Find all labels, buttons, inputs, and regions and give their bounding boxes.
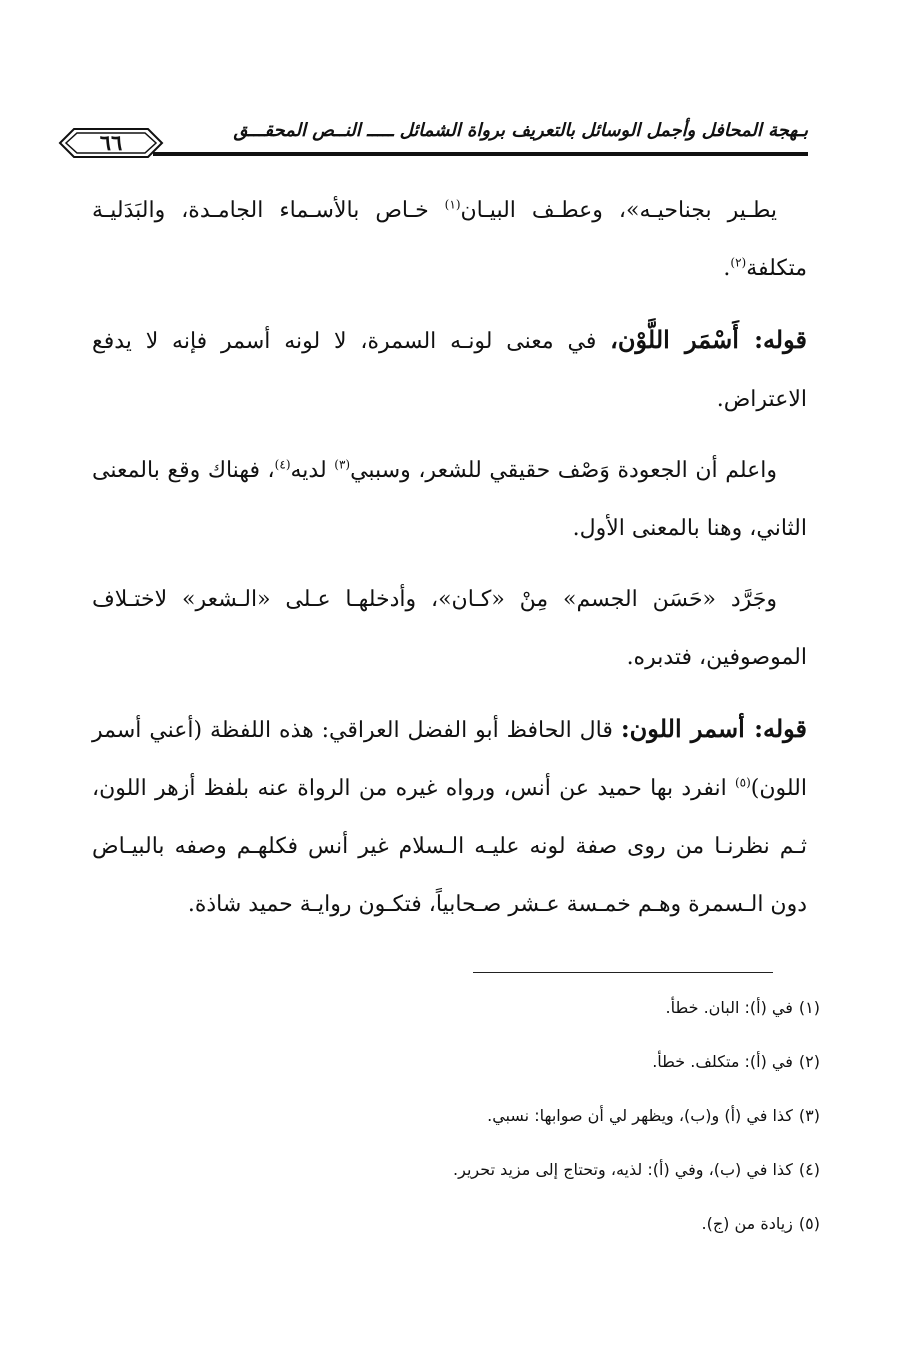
footnote-text: زيادة من (ج). — [701, 1214, 793, 1233]
paragraph-lead: قوله: أسمر اللون: — [620, 714, 807, 743]
footnote-text: في (أ): البان. خطأ. — [665, 998, 793, 1017]
paragraph-lead: قوله: أَسْمَر اللَّوْن، — [610, 325, 807, 354]
footnote-item — [200, 1150, 820, 1190]
text-segment: . — [723, 256, 731, 281]
footnote-item — [200, 1204, 820, 1244]
footnote-reference: (٢) — [730, 255, 747, 270]
paragraph — [92, 182, 807, 298]
header-title: بـهجة المحافل وأجمل الوسائل بالتعريف برواة الشمائل ـــــ النــص المحقـــق — [233, 120, 808, 141]
footnote-number: (٥) — [798, 1214, 820, 1233]
header-rule — [153, 152, 808, 156]
text-segment: في معنى لونـه السمرة، لا لونه أسمر فإنه لا يدفع الاعتراض. — [92, 329, 807, 412]
footnote-number: (٢) — [798, 1052, 820, 1071]
text-segment: واعلم أن الجعودة وَصْف حقيقي للشعر، وسببي — [350, 458, 777, 483]
text-segment: ، فهناك وقع بالمعنى الثاني، وهنا بالمعنى الأول. — [92, 458, 807, 541]
footnote-reference: (١) — [444, 197, 461, 212]
footnote-text: كذا في (ب)، وفي (أ): لذيه، وتحتاج إلى مزيد تحرير. — [453, 1160, 793, 1179]
paragraph — [92, 700, 807, 934]
footnote-separator — [473, 972, 773, 973]
footnote-reference: (٣) — [334, 457, 351, 472]
text-segment: قال الحافظ أبو الفضل العراقي: هذه اللفظة (أعني أسمر اللون) — [92, 718, 807, 801]
footnotes — [200, 988, 820, 1258]
running-header — [56, 112, 808, 162]
footnote-number: (١) — [798, 998, 820, 1017]
page-number-ornament — [56, 126, 166, 160]
paragraph — [92, 311, 807, 429]
footnote-number: (٣) — [798, 1106, 820, 1125]
page-number: ٦٦ — [99, 130, 123, 155]
text-segment: انفرد بها حميد عن أنس، ورواه غيره من الرواة عنه بلفظ أزهر اللون، ثـم نظرنـا من روى صفة لونه عليـه الـسلام غير أنس فكلهـم وصفه بالبيـاض دون الـسمرة وهـم خمـسة عـشر صـحابياً، فتكـون روايـة حميد شاذة. — [92, 776, 807, 917]
footnote-number: (٤) — [798, 1160, 820, 1179]
footnote-text: في (أ): متكلف. خطأ. — [652, 1052, 793, 1071]
paragraph — [92, 442, 807, 558]
footnote-reference: (٤) — [274, 457, 291, 472]
text-segment: وجَرَّد «حَسَن الجسم» مِنْ «كـان»، وأدخلهـا عـلى «الـشعر» لاختـلاف الموصوفين، فتدبره. — [92, 587, 807, 670]
footnote-text: كذا في (أ) و(ب)، ويظهر لي أن صوابها: نسبي. — [487, 1106, 793, 1125]
footnote-item — [200, 988, 820, 1028]
text-segment: يطـير بجناحيـه»، وعطـف البيـان — [460, 198, 777, 223]
footnote-reference: (٥) — [734, 775, 751, 790]
footnote-item — [200, 1042, 820, 1082]
paragraph — [92, 571, 807, 687]
main-text — [92, 182, 807, 947]
footnote-item — [200, 1096, 820, 1136]
text-segment: خـاص بالأسـماء الجامـدة، والبَدَليـة متكلفة — [92, 198, 807, 281]
text-segment: لديه — [290, 458, 335, 483]
